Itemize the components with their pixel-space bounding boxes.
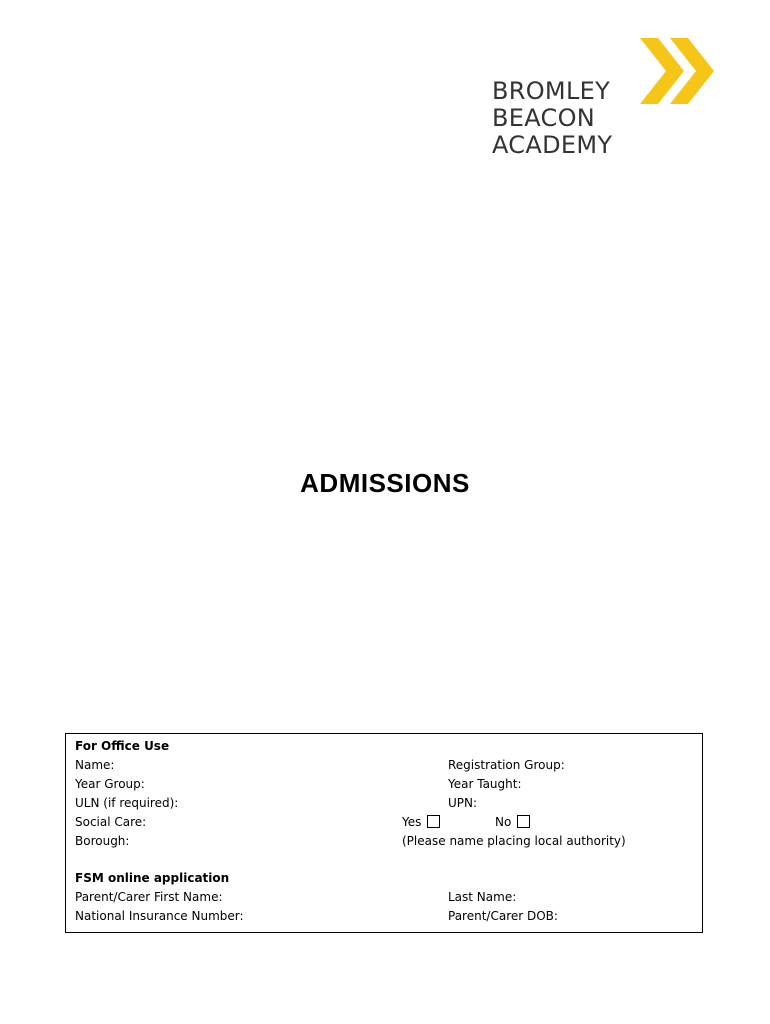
- last-name-label: Last Name:: [448, 890, 517, 904]
- yes-label: Yes: [402, 815, 422, 829]
- social-care-no: [495, 815, 530, 829]
- double-chevron-icon: [640, 38, 722, 104]
- office-use-box: [65, 733, 703, 933]
- social-care-label: Social Care:: [75, 815, 147, 829]
- no-label: No: [495, 815, 512, 829]
- borough-label: Borough:: [75, 834, 130, 848]
- academy-logo: [492, 38, 732, 158]
- page-title: ADMISSIONS: [300, 468, 470, 498]
- yes-checkbox[interactable]: [427, 815, 440, 828]
- borough-note: (Please name placing local authority): [402, 834, 626, 848]
- year-taught-label: Year Taught:: [448, 777, 522, 791]
- year-group-label: Year Group:: [75, 777, 145, 791]
- logo-wordmark: [492, 78, 612, 159]
- logo-line-1: BROMLEY: [492, 77, 611, 105]
- registration-group-label: Registration Group:: [448, 758, 565, 772]
- social-care-yes: [402, 815, 440, 829]
- ni-number-label: National Insurance Number:: [75, 909, 244, 923]
- name-label: Name:: [75, 758, 115, 772]
- upn-label: UPN:: [448, 796, 478, 810]
- office-use-heading: For Office Use: [75, 739, 170, 753]
- uln-label: ULN (if required):: [75, 796, 179, 810]
- no-checkbox[interactable]: [517, 815, 530, 828]
- parent-first-name-label: Parent/Carer First Name:: [75, 890, 223, 904]
- parent-dob-label: Parent/Carer DOB:: [448, 909, 558, 923]
- logo-line-3: ACADEMY: [492, 131, 613, 159]
- fsm-heading: FSM online application: [75, 871, 230, 885]
- logo-line-2: BEACON: [492, 104, 596, 132]
